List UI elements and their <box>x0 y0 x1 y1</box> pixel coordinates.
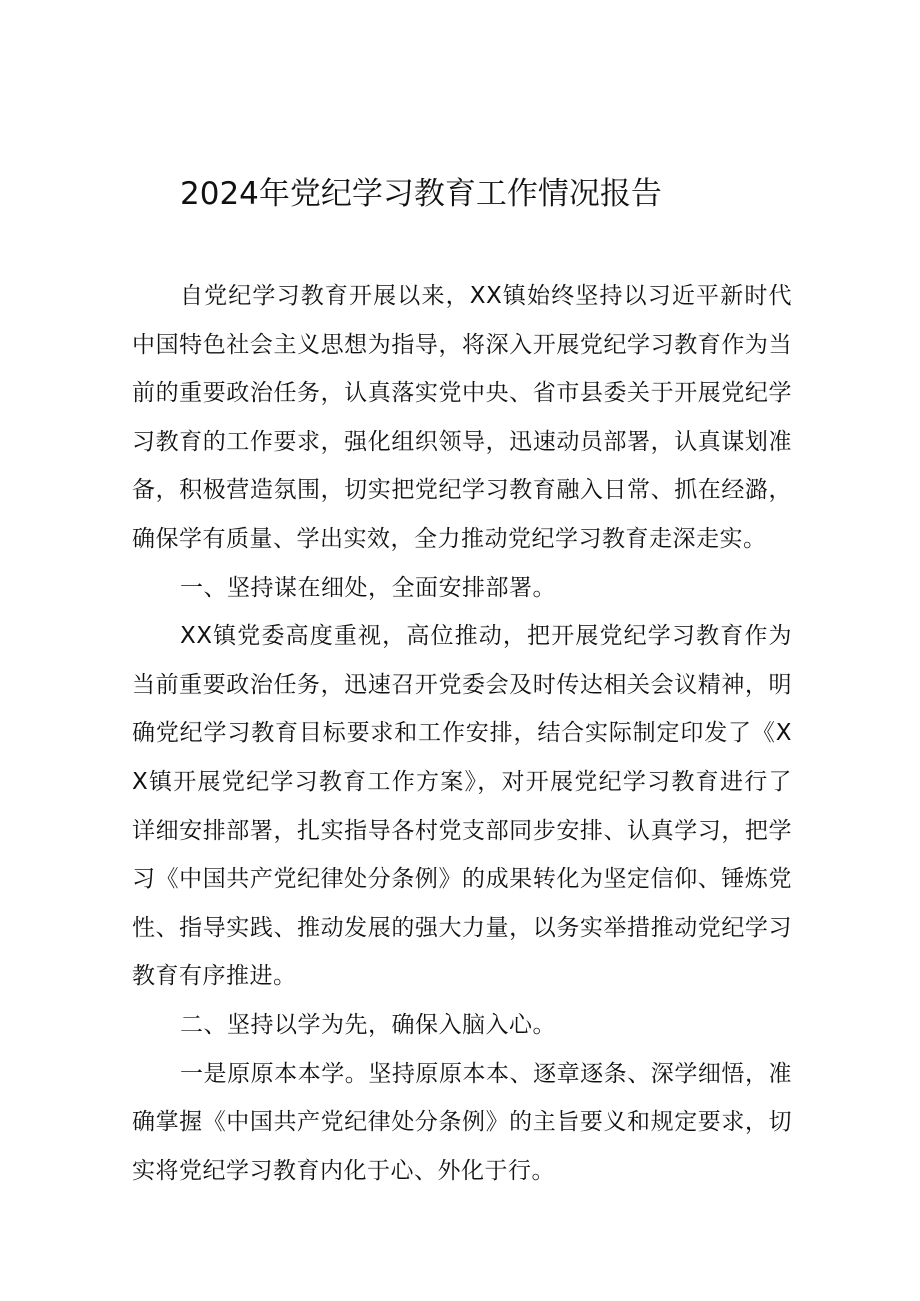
section-heading-1: 一、坚持谋在细处，全面安排部署。 <box>180 574 556 601</box>
document-title: 2024年党纪学习教育工作情况报告 <box>180 176 662 212</box>
section-heading-2: 二、坚持以学为先，确保入脑入心。 <box>180 1011 556 1038</box>
section-1-paragraph: XX镇党委高度重视，高位推动，把开展党纪学习教育作为当前重要政治任务，迅速召开党委会及时传达相关会议精神，明确党纪学习教育目标要求和工作安排，结合实际制定印发了《XX镇开展党纪学习教育工作方案》，对开展党纪学习教育进行了详细安排部署，扎实指导各村党支部同步安排、认真学习，把学习《中国共产党纪律处分条例》的成果转化为坚定信仰、锤炼党性、指导实践、推动发展的强大力量，以务实举措推动党纪学习教育有序推进。 <box>132 623 792 990</box>
document-body <box>132 272 792 1195</box>
intro-paragraph: 自党纪学习教育开展以来，XX镇始终坚持以习近平新时代中国特色社会主义思想为指导，将深入开展党纪学习教育作为当前的重要政治任务，认真落实党中央、省市县委关于开展党纪学习教育的工作要求，强化组织领导，迅速动员部署，认真谋划准备，积极营造氛围，切实把党纪学习教育融入日常、抓在经潞，确保学有质量、学出实效，全力推动党纪学习教育走深走实。 <box>132 283 792 552</box>
section-2-paragraph: 一是原原本本学。坚持原原本本、逐章逐条、深学细悟，准确掌握《中国共产党纪律处分条例》的主旨要义和规定要求，切实将党纪学习教育内化于心、外化于行。 <box>132 1060 792 1184</box>
